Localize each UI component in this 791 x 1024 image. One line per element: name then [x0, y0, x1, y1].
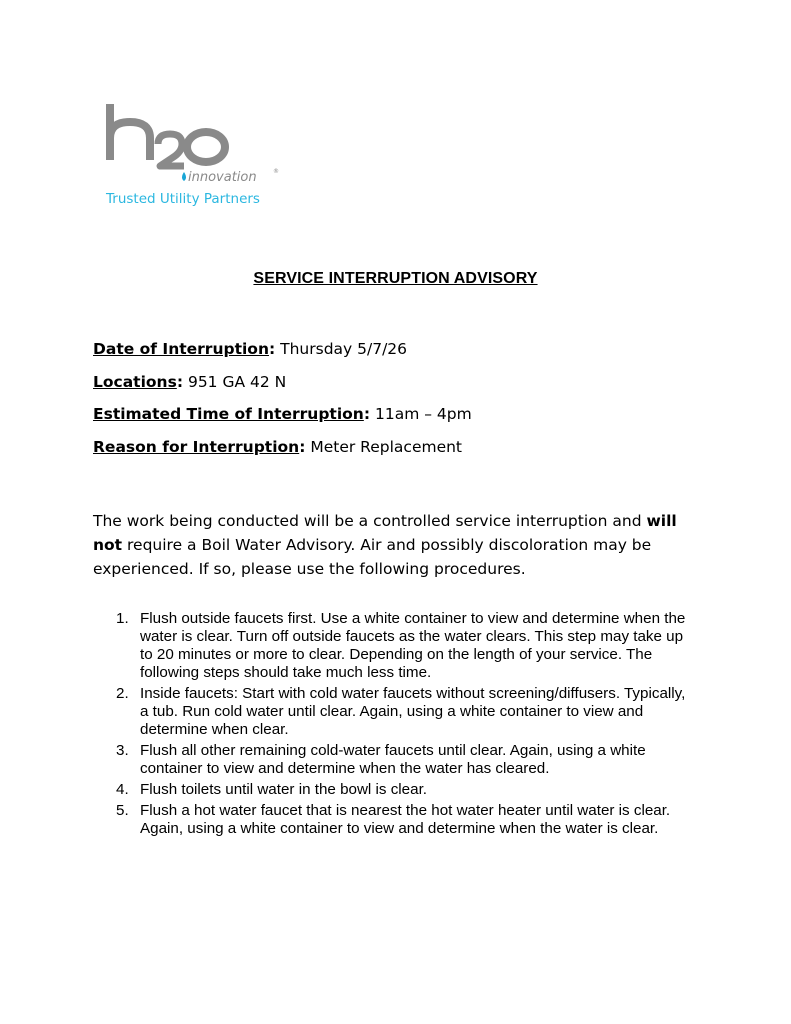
list-item-number: 5. [116, 802, 129, 819]
list-item-text: Flush toilets until water in the bowl is clear. [140, 781, 428, 798]
list-item-number: 4. [116, 781, 129, 798]
company-logo [104, 100, 294, 215]
list-item-number: 1. [116, 610, 129, 627]
water-drop-icon [182, 172, 186, 181]
procedure-list [116, 610, 696, 841]
detail-estimated-time: Estimated Time of Interruption: 11am – 4pm [93, 405, 472, 423]
list-item-text: Flush outside faucets first. Use a white container to view and determine when the water is clear. Turn off outside faucets as the water clears. This step may take up to 20 minutes or more to clear. Depending on the length of your service. The following steps should take much less time. [140, 610, 686, 681]
list-item-text: Flush all other remaining cold-water faucets until clear. Again, using a white container to view and determine when the water has cleared. [140, 742, 646, 777]
intro-emphasis: will not [93, 511, 677, 554]
list-item-text: Flush a hot water faucet that is nearest the hot water heater until water is clear. Again, using a white container to view and determine when the water is clear. [140, 802, 671, 837]
intro-text-end: require a Boil Water Advisory. Air and possibly discoloration may be experienced. If so, please use the following procedures. [93, 535, 652, 578]
detail-label: Date of Interruption [93, 340, 269, 358]
list-item [116, 802, 696, 838]
registered-mark: ® [273, 168, 279, 175]
detail-label: Estimated Time of Interruption [93, 405, 364, 423]
detail-value: Thursday 5/7/26 [280, 340, 408, 358]
intro-paragraph [93, 509, 693, 581]
detail-value: Meter Replacement [310, 437, 463, 456]
logo-h-glyph [110, 104, 150, 160]
logo-wordmark: innovation [188, 170, 257, 185]
list-item [116, 781, 696, 799]
list-item-text: Inside faucets: Start with cold water faucets without screening/diffusers. Typically, a tub. Run cold water until clear. Again, using a white container to view and determine when clear. [140, 685, 686, 738]
detail-value: 11am – 4pm [374, 405, 472, 423]
h2o-logo-graphic [104, 100, 294, 215]
interruption-details [93, 339, 472, 469]
detail-locations: Locations: 951 GA 42 N [93, 372, 287, 391]
list-item [116, 610, 696, 682]
document-title: SERVICE INTERRUPTION ADVISORY [253, 270, 538, 287]
list-item [116, 742, 696, 778]
logo-2-glyph [158, 134, 184, 166]
logo-tagline: Trusted Utility Partners [106, 191, 260, 207]
detail-label: Locations [93, 372, 177, 391]
list-item [116, 685, 696, 739]
detail-reason: Reason for Interruption: Meter Replacement [93, 437, 463, 456]
list-item-number: 3. [116, 742, 129, 759]
detail-value: 951 GA 42 N [187, 372, 287, 391]
list-item-number: 2. [116, 685, 129, 702]
intro-text-start: The work being conducted will be a controlled service interruption and [93, 511, 647, 530]
logo-o-glyph [187, 132, 225, 162]
detail-date: Date of Interruption: Thursday 5/7/26 [93, 340, 408, 358]
detail-label: Reason for Interruption [93, 437, 300, 456]
